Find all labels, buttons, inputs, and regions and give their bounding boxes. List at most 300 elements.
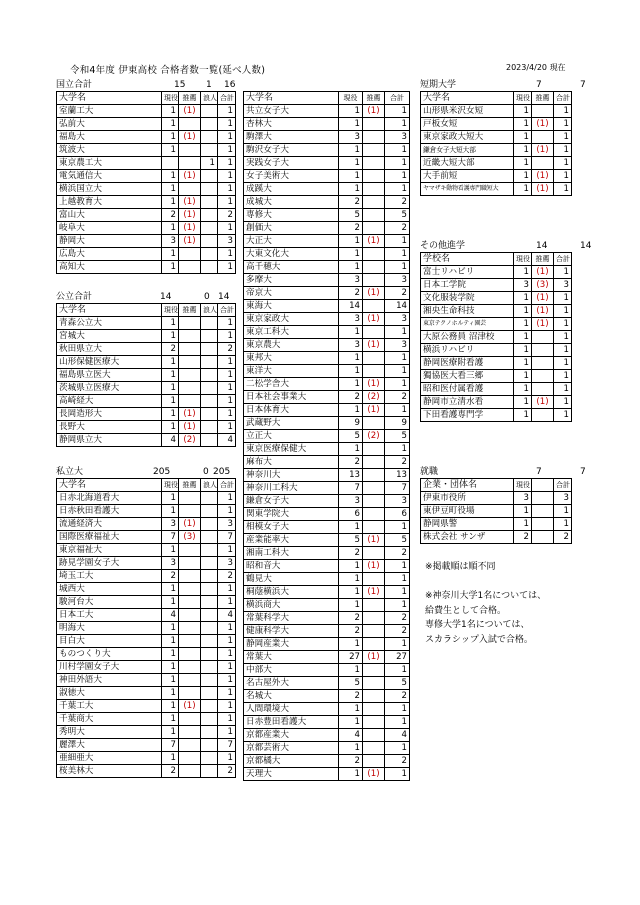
count-cell: 1	[339, 144, 363, 157]
count-cell: 1	[554, 344, 572, 357]
column-header: 現役	[162, 92, 179, 105]
count-cell: 1	[514, 170, 532, 183]
count-cell: 14	[385, 300, 410, 313]
count-cell	[201, 609, 218, 622]
column-header: 合計	[218, 304, 236, 317]
recommendation-count: (1)	[179, 408, 201, 421]
school-name: 東伊豆町役場	[421, 505, 514, 518]
count-cell: 2	[385, 287, 410, 300]
table-row	[57, 222, 236, 235]
school-name: 大正大	[244, 235, 339, 248]
count-cell	[201, 544, 218, 557]
table-row	[244, 716, 410, 729]
count-cell: 1	[514, 383, 532, 396]
table-row	[421, 118, 572, 131]
count-cell: 5	[385, 430, 410, 443]
count-cell: 1	[162, 222, 179, 235]
table-row	[421, 409, 572, 422]
school-name: 宮城大	[57, 330, 162, 343]
count-cell: 3	[385, 131, 410, 144]
school-name: 下田看護専門学	[421, 409, 514, 422]
recommendation-count: (1)	[532, 305, 554, 318]
table-row	[421, 505, 572, 518]
count-cell: 2	[385, 690, 410, 703]
results-table	[56, 303, 236, 447]
recommendation-count	[532, 331, 554, 344]
table-row	[244, 365, 410, 378]
table-row	[244, 677, 410, 690]
table-row	[244, 547, 410, 560]
count-cell: 3	[162, 235, 179, 248]
count-cell: 1	[554, 518, 572, 531]
section-label: 就職	[420, 467, 439, 477]
recommendation-count	[363, 638, 385, 651]
count-cell: 1	[554, 357, 572, 370]
count-cell	[201, 382, 218, 395]
recommendation-count	[363, 183, 385, 196]
table-row	[421, 279, 572, 292]
school-name: 高千穂大	[244, 261, 339, 274]
recommendation-count: (1)	[363, 534, 385, 547]
summary-count: 7	[580, 467, 586, 477]
table-row	[421, 292, 572, 305]
count-cell	[201, 739, 218, 752]
count-cell: 1	[162, 261, 179, 274]
count-cell: 5	[339, 677, 363, 690]
count-cell: 1	[218, 408, 236, 421]
recommendation-count: (1)	[179, 518, 201, 531]
school-name: 昭和医付属看護	[421, 383, 514, 396]
school-name: 静岡県立大	[57, 434, 162, 447]
recommendation-count: (1)	[363, 313, 385, 326]
table-row	[57, 157, 236, 170]
notes	[425, 560, 546, 647]
count-cell: 1	[385, 144, 410, 157]
recommendation-count: (1)	[363, 404, 385, 417]
table-row	[57, 261, 236, 274]
recommendation-count	[363, 352, 385, 365]
summary-count: 7	[580, 80, 586, 90]
results-table	[243, 91, 410, 781]
count-cell: 1	[339, 352, 363, 365]
count-cell	[201, 622, 218, 635]
private-universities-section	[56, 466, 236, 778]
count-cell: 13	[339, 469, 363, 482]
table-row	[57, 395, 236, 408]
note-line: 専修大学1名については、	[425, 620, 530, 630]
column-header: 合計	[218, 92, 236, 105]
count-cell	[201, 317, 218, 330]
recommendation-count: (1)	[179, 235, 201, 248]
recommendation-count	[363, 222, 385, 235]
school-name: 東京農工大	[57, 157, 162, 170]
note-line: 給費生として合格。	[425, 605, 507, 616]
school-name: 昭和音大	[244, 560, 339, 573]
count-cell: 1	[339, 443, 363, 456]
table-row	[244, 495, 410, 508]
school-name: 秀明大	[57, 726, 162, 739]
count-cell: 1	[339, 599, 363, 612]
recommendation-count: (1)	[179, 105, 201, 118]
count-cell: 1	[385, 521, 410, 534]
count-cell: 7	[218, 739, 236, 752]
table-row	[244, 391, 410, 404]
school-name: 国際医療福祉大	[57, 531, 162, 544]
recommendation-count: (3)	[532, 279, 554, 292]
recommendation-count: (1)	[532, 170, 554, 183]
count-cell: 3	[339, 339, 363, 352]
table-row	[57, 170, 236, 183]
school-name: 大原公務員 沼津校	[421, 331, 514, 344]
header-row	[57, 479, 236, 492]
count-cell: 1	[339, 378, 363, 391]
school-name: 川村学園女子大	[57, 661, 162, 674]
section-summary	[56, 466, 236, 478]
table-row	[244, 248, 410, 261]
school-name: 静岡県警	[421, 518, 514, 531]
school-name: 日本工大	[57, 609, 162, 622]
table-row	[421, 518, 572, 531]
table-row	[244, 456, 410, 469]
count-cell: 1	[218, 248, 236, 261]
recommendation-count	[179, 356, 201, 369]
count-cell: 1	[385, 586, 410, 599]
summary-count: 16	[224, 80, 236, 90]
recommendation-count	[363, 755, 385, 768]
recommendation-count: (3)	[179, 531, 201, 544]
recommendation-count	[179, 726, 201, 739]
count-cell	[201, 421, 218, 434]
count-cell: 1	[385, 599, 410, 612]
column-header: 大学名	[57, 304, 162, 317]
count-cell: 5	[385, 534, 410, 547]
table-row	[244, 170, 410, 183]
count-cell: 1	[339, 235, 363, 248]
section-label: 国立合計	[56, 80, 93, 90]
count-cell: 1	[385, 248, 410, 261]
recommendation-count: (1)	[363, 560, 385, 573]
table-row	[244, 339, 410, 352]
count-cell: 1	[162, 144, 179, 157]
count-cell: 1	[339, 326, 363, 339]
count-cell: 2	[339, 222, 363, 235]
count-cell: 1	[218, 648, 236, 661]
count-cell	[201, 648, 218, 661]
count-cell: 1	[218, 118, 236, 131]
count-cell: 1	[385, 235, 410, 248]
table-row	[244, 482, 410, 495]
recommendation-count	[179, 596, 201, 609]
count-cell	[201, 557, 218, 570]
recommendation-count: (1)	[179, 170, 201, 183]
column-header: 推薦	[532, 92, 554, 105]
recommendation-count: (1)	[532, 144, 554, 157]
count-cell: 1	[339, 664, 363, 677]
count-cell: 1	[514, 518, 532, 531]
count-cell: 4	[162, 434, 179, 447]
school-name: 横浜リハビリ	[421, 344, 514, 357]
count-cell: 5	[339, 534, 363, 547]
recommendation-count	[363, 209, 385, 222]
count-cell	[201, 131, 218, 144]
recommendation-count	[179, 674, 201, 687]
recommendation-count	[363, 326, 385, 339]
school-name: 杏林大	[244, 118, 339, 131]
count-cell	[201, 105, 218, 118]
recommendation-count	[179, 609, 201, 622]
recommendation-count	[363, 664, 385, 677]
recommendation-count	[363, 196, 385, 209]
table-row	[57, 183, 236, 196]
column-header	[532, 479, 554, 492]
school-name: 横浜国立大	[57, 183, 162, 196]
count-cell: 1	[554, 105, 572, 118]
section-label: 公立合計	[56, 292, 93, 302]
section-label: その他進学	[420, 241, 466, 251]
count-cell: 1	[339, 261, 363, 274]
recommendation-count	[532, 383, 554, 396]
table-row	[244, 352, 410, 365]
school-name: ヤマザキ動物看護専門職短大	[421, 183, 514, 196]
count-cell: 1	[218, 330, 236, 343]
count-cell: 2	[385, 612, 410, 625]
column-header: 推薦	[363, 92, 385, 105]
table-row	[244, 625, 410, 638]
recommendation-count	[179, 317, 201, 330]
public-universities-section	[56, 291, 236, 447]
table-row	[244, 729, 410, 742]
school-name: 東京農大	[244, 339, 339, 352]
school-name: 日赤秋田看護大	[57, 505, 162, 518]
school-name: 富士リハビリ	[421, 266, 514, 279]
count-cell: 1	[218, 596, 236, 609]
summary-count: 7	[536, 467, 542, 477]
table-row	[421, 531, 572, 544]
count-cell: 1	[218, 261, 236, 274]
table-row	[57, 317, 236, 330]
count-cell: 1	[554, 118, 572, 131]
school-name: 長岡造形大	[57, 408, 162, 421]
recommendation-count	[179, 382, 201, 395]
count-cell	[201, 700, 218, 713]
school-name: 帝京大	[244, 287, 339, 300]
school-name: 電気通信大	[57, 170, 162, 183]
recommendation-count	[363, 677, 385, 690]
table-row	[57, 700, 236, 713]
results-table	[56, 478, 236, 778]
note-line	[425, 575, 546, 590]
count-cell: 1	[385, 560, 410, 573]
school-name: 静岡大	[57, 235, 162, 248]
count-cell: 1	[514, 305, 532, 318]
table-row	[421, 492, 572, 505]
table-row	[57, 726, 236, 739]
count-cell: 3	[218, 557, 236, 570]
recommendation-count	[363, 547, 385, 560]
column-header: 現役	[339, 92, 363, 105]
count-cell: 1	[218, 661, 236, 674]
recommendation-count	[363, 170, 385, 183]
recommendation-count	[179, 661, 201, 674]
count-cell: 1	[385, 716, 410, 729]
recommendation-count	[532, 357, 554, 370]
school-name: 弘前大	[57, 118, 162, 131]
recommendation-count: (1)	[363, 235, 385, 248]
table-row	[244, 118, 410, 131]
school-name: 広島大	[57, 248, 162, 261]
count-cell: 1	[385, 157, 410, 170]
count-cell: 1	[218, 131, 236, 144]
table-row	[57, 544, 236, 557]
table-row	[57, 235, 236, 248]
header-row	[421, 92, 572, 105]
count-cell: 1	[162, 183, 179, 196]
school-name: 上越教育大	[57, 196, 162, 209]
count-cell: 1	[514, 396, 532, 409]
table-row	[57, 765, 236, 778]
section-label: 私立大	[56, 467, 84, 477]
summary-count: 1	[206, 80, 212, 90]
header-row	[244, 92, 410, 105]
count-cell: 1	[339, 768, 363, 781]
count-cell	[201, 408, 218, 421]
school-name: 神奈川工科大	[244, 482, 339, 495]
count-cell: 3	[218, 518, 236, 531]
count-cell: 1	[218, 395, 236, 408]
count-cell: 1	[554, 331, 572, 344]
count-cell: 2	[339, 456, 363, 469]
section-summary	[420, 240, 592, 252]
table-row	[57, 583, 236, 596]
table-row	[244, 313, 410, 326]
table-row	[244, 144, 410, 157]
table-row	[57, 492, 236, 505]
count-cell: 1	[385, 443, 410, 456]
recommendation-count	[532, 531, 554, 544]
count-cell: 1	[339, 404, 363, 417]
school-name: 戸板女短	[421, 118, 514, 131]
recommendation-count	[179, 765, 201, 778]
school-name: 横浜商大	[244, 599, 339, 612]
column-header: 大学名	[244, 92, 339, 105]
count-cell: 1	[162, 713, 179, 726]
table-row	[57, 369, 236, 382]
school-name: 大東文化大	[244, 248, 339, 261]
school-name: 立正大	[244, 430, 339, 443]
table-row	[244, 430, 410, 443]
recommendation-count	[179, 492, 201, 505]
count-cell: 1	[218, 157, 236, 170]
count-cell: 1	[339, 560, 363, 573]
school-name: 武蔵野大	[244, 417, 339, 430]
recommendation-count	[179, 635, 201, 648]
count-cell: 1	[339, 118, 363, 131]
summary-count: 0	[203, 467, 209, 477]
count-cell: 2	[162, 209, 179, 222]
count-cell	[201, 596, 218, 609]
count-cell: 1	[218, 144, 236, 157]
table-row	[421, 344, 572, 357]
recommendation-count	[179, 144, 201, 157]
school-name: 東海大	[244, 300, 339, 313]
recommendation-count	[363, 612, 385, 625]
school-name: 日赤豊田看護大	[244, 716, 339, 729]
table-row	[57, 622, 236, 635]
count-cell: 3	[514, 492, 532, 505]
recommendation-count	[363, 573, 385, 586]
count-cell: 1	[218, 222, 236, 235]
recommendation-count	[179, 343, 201, 356]
count-cell: 1	[162, 687, 179, 700]
table-row	[421, 266, 572, 279]
school-name: 城西大	[57, 583, 162, 596]
recommendation-count	[363, 417, 385, 430]
count-cell: 1	[554, 409, 572, 422]
count-cell	[201, 518, 218, 531]
recommendation-count	[532, 370, 554, 383]
count-cell: 1	[201, 157, 218, 170]
count-cell: 1	[339, 716, 363, 729]
summary-count: 14	[536, 241, 548, 251]
table-row	[244, 326, 410, 339]
recommendation-count	[532, 344, 554, 357]
recommendation-count	[363, 443, 385, 456]
count-cell	[201, 222, 218, 235]
table-row	[57, 421, 236, 434]
recommendation-count	[363, 482, 385, 495]
school-name: 静岡産業大	[244, 638, 339, 651]
count-cell: 2	[514, 531, 532, 544]
school-name: 中部大	[244, 664, 339, 677]
table-row	[421, 357, 572, 370]
count-cell: 1	[218, 726, 236, 739]
count-cell	[201, 583, 218, 596]
count-cell: 2	[339, 612, 363, 625]
count-cell: 1	[554, 505, 572, 518]
count-cell: 2	[218, 209, 236, 222]
count-cell: 1	[514, 292, 532, 305]
school-name: 名城大	[244, 690, 339, 703]
school-name: 高知大	[57, 261, 162, 274]
school-name: 日赤北海道看大	[57, 492, 162, 505]
recommendation-count	[179, 713, 201, 726]
table-row	[244, 404, 410, 417]
school-name: 明海大	[57, 622, 162, 635]
count-cell: 2	[339, 287, 363, 300]
page-title: 令和4年度 伊東高校 合格者数一覧(延べ人数)	[70, 65, 266, 76]
school-name: 神田外語大	[57, 674, 162, 687]
table-row	[57, 570, 236, 583]
table-row	[244, 300, 410, 313]
recommendation-count: (1)	[179, 700, 201, 713]
count-cell: 1	[385, 742, 410, 755]
table-row	[244, 612, 410, 625]
count-cell: 3	[385, 495, 410, 508]
table-row	[244, 274, 410, 287]
table-row	[244, 287, 410, 300]
school-name: 福島大	[57, 131, 162, 144]
count-cell: 2	[339, 755, 363, 768]
table-row	[57, 330, 236, 343]
column-header: 合計	[385, 92, 410, 105]
recommendation-count: (1)	[179, 196, 201, 209]
table-row	[421, 144, 572, 157]
school-name: 青森公立大	[57, 317, 162, 330]
school-name: 跡見学園女子大	[57, 557, 162, 570]
summary-count: 14	[580, 241, 592, 251]
recommendation-count	[363, 742, 385, 755]
employment-section	[420, 466, 586, 544]
